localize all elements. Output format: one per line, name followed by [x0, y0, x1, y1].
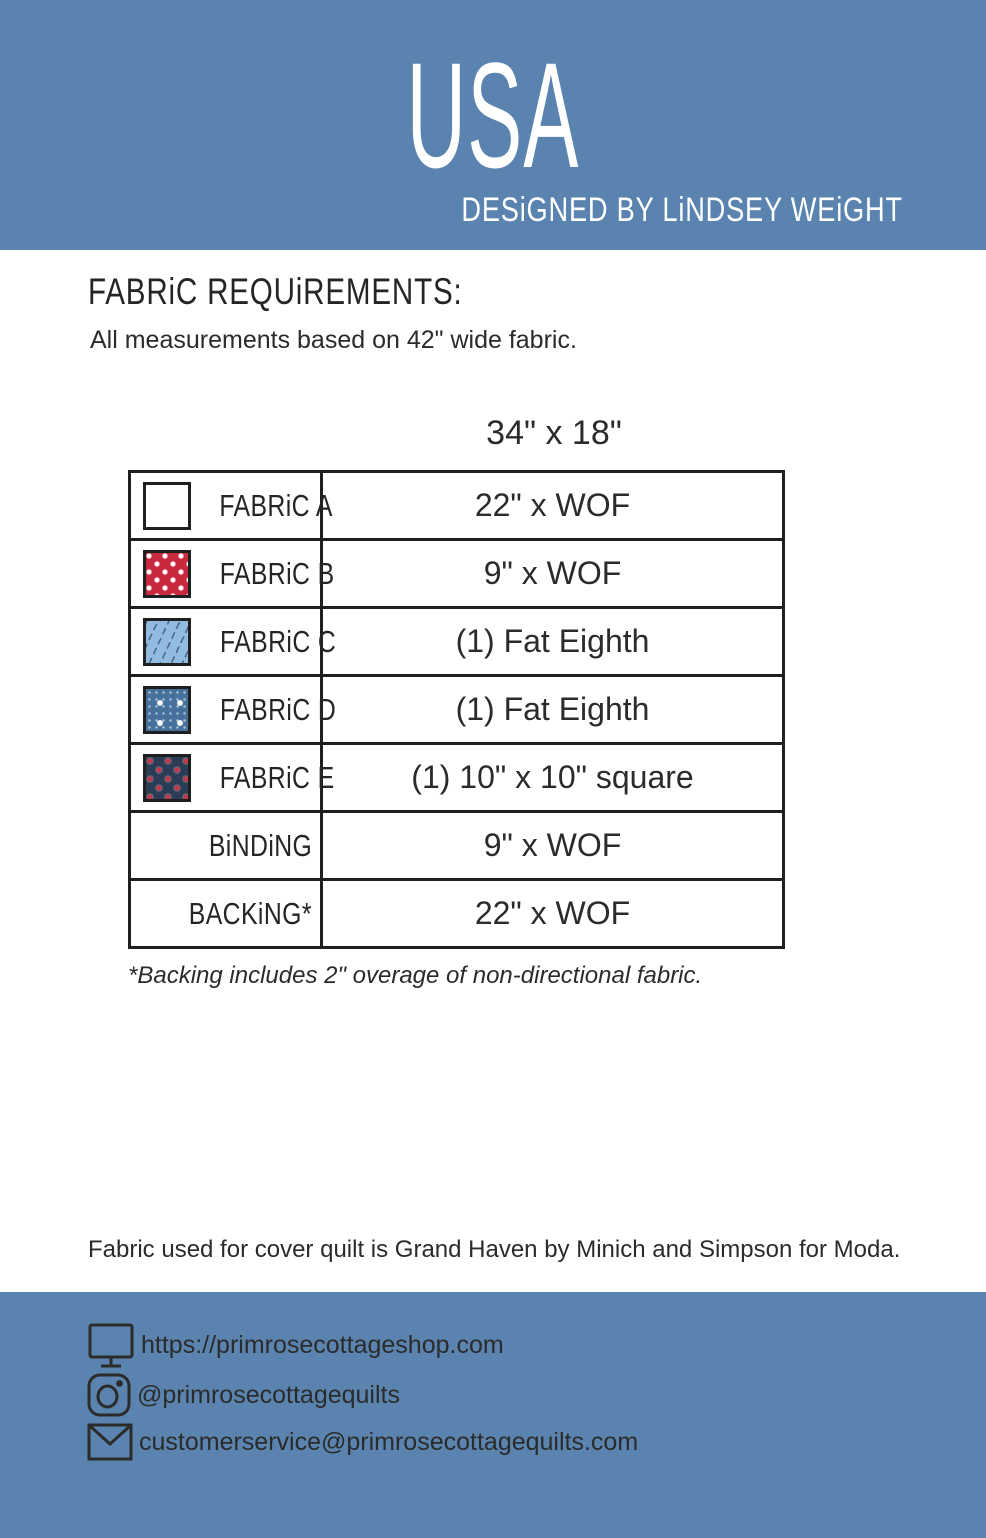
fabric-label-cell — [131, 745, 335, 810]
fabric-e-swatch — [143, 754, 191, 802]
table-row-fabric-d — [131, 674, 782, 742]
email-address: customerservice@primrosecottagequilts.com — [139, 1427, 639, 1456]
row-value: 22" x WOF — [474, 487, 631, 523]
instagram-icon — [86, 1372, 132, 1418]
instagram-handle: @primrosecottagequilts — [137, 1380, 400, 1409]
fabric-label-cell — [131, 473, 333, 538]
fabric-label-cell — [131, 813, 323, 878]
row-value: (1) Fat Eighth — [455, 623, 650, 659]
row-label: FABRiC C — [220, 623, 337, 659]
pattern-title: USA — [406, 31, 580, 199]
fabric-a-swatch — [143, 482, 191, 530]
table-row-binding — [131, 810, 782, 878]
table-row-fabric-c — [131, 606, 782, 674]
fabric-d-swatch — [143, 686, 191, 734]
fabric-requirements-table — [128, 470, 785, 949]
backing-footnote: *Backing includes 2" overage of non-directional fabric. — [128, 962, 703, 989]
row-label: FABRiC E — [219, 759, 335, 795]
section-heading: FABRiC REQUiREMENTS: — [88, 271, 463, 312]
row-label: FABRiC A — [219, 487, 333, 523]
header-band — [0, 0, 986, 250]
row-value: (1) Fat Eighth — [455, 691, 650, 727]
fabric-label-cell — [131, 677, 337, 742]
website-url: https://primrosecottageshop.com — [141, 1330, 504, 1359]
fabric-label-cell — [131, 609, 337, 674]
email-row — [86, 1422, 638, 1462]
row-label: BiNDiNG — [208, 827, 312, 863]
row-value: 22" x WOF — [474, 895, 631, 931]
row-value: 9" x WOF — [483, 827, 622, 863]
designer-credit: DESiGNED BY LiNDSEY WEiGHT — [461, 191, 903, 229]
row-value: (1) 10" x 10" square — [411, 759, 694, 795]
table-row-fabric-b — [131, 538, 782, 606]
footer-band — [0, 1292, 986, 1538]
measurement-note: All measurements based on 42" wide fabric. — [90, 326, 577, 354]
row-label: FABRiC B — [219, 555, 335, 591]
envelope-icon — [86, 1422, 134, 1462]
fabric-c-swatch — [143, 618, 191, 666]
cover-fabric-credit: Fabric used for cover quilt is Grand Haven by Minich and Simpson for Moda. — [88, 1236, 901, 1263]
website-row — [86, 1320, 504, 1370]
instagram-row — [86, 1372, 400, 1418]
fabric-label-cell — [131, 541, 335, 606]
fabric-b-swatch — [143, 550, 191, 598]
fabric-label-cell — [131, 881, 323, 946]
table-row-fabric-a — [131, 473, 782, 538]
row-label: FABRiC D — [220, 691, 337, 727]
monitor-icon — [86, 1320, 136, 1370]
table-row-fabric-e — [131, 742, 782, 810]
row-value: 9" x WOF — [483, 555, 622, 591]
row-label: BACKiNG* — [188, 895, 312, 931]
table-row-backing — [131, 878, 782, 946]
quilt-size-label: 34" x 18" — [486, 414, 622, 452]
